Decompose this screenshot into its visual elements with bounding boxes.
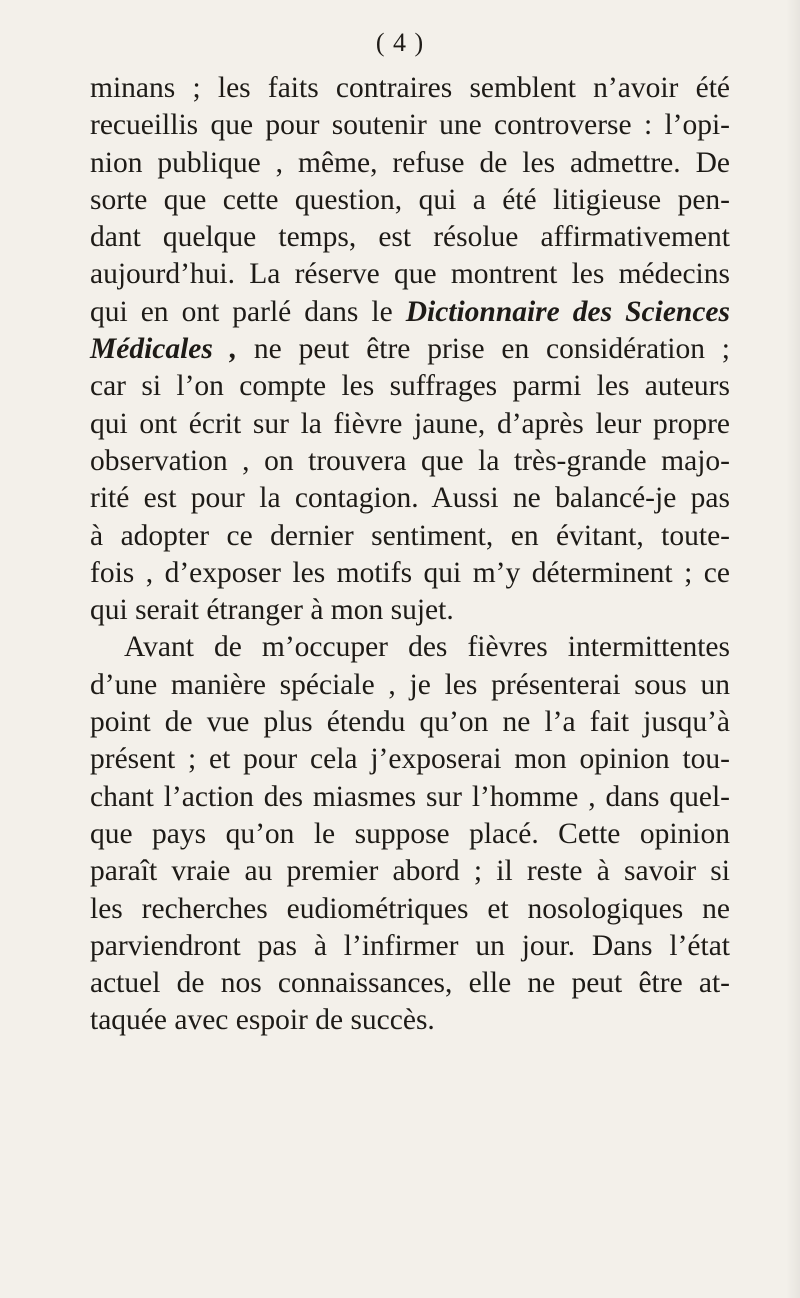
italic-title: Médicales , (90, 333, 238, 366)
text-line: à adopter ce dernier sentiment, en évitant, toute- (90, 519, 730, 552)
text-line: actuel de nos connaissances, elle ne peut être at- (90, 967, 730, 1000)
text-line: car si l’on compte les suffrages parmi les auteurs (90, 370, 730, 403)
text-line: que pays qu’on le suppose placé. Cette opinion (90, 817, 730, 850)
text-line: taquée avec espoir de succès. (90, 1004, 435, 1037)
text-segment: ne peut être prise en considération ; (237, 333, 730, 366)
text-line: dant quelque temps, est résolue affirmativement (90, 221, 730, 254)
text-line (90, 294, 730, 331)
text-line: recueillis que pour soutenir une controverse : l’opi- (90, 109, 730, 142)
text-line: d’une manière spéciale , je les présenterai sous un (90, 668, 730, 701)
text-line: observation , on trouvera que la très-grande majo- (90, 444, 730, 477)
text-line: aujourd’hui. La réserve que montrent les médecins (90, 258, 730, 291)
text-line: qui serait étranger à mon sujet. (90, 594, 454, 627)
page-number: ( 4 ) (375, 28, 425, 57)
text-line: sorte que cette question, qui a été litigieuse pen- (90, 183, 730, 216)
text-line: présent ; et pour cela j’exposerai mon opinion tou- (90, 743, 730, 776)
text-line: Avant de m’occuper des fièvres intermittentes (124, 631, 730, 664)
text-line (90, 331, 730, 368)
text-line: les recherches eudiométriques et nosologiques ne (90, 892, 730, 925)
text-line: qui ont écrit sur la fièvre jaune, d’après leur propre (90, 407, 730, 440)
text-line: parviendront pas à l’infirmer un jour. Dans l’état (90, 929, 730, 962)
text-line: point de vue plus étendu qu’on ne l’a fait jusqu’à (90, 706, 730, 739)
italic-title: Dictionnaire des Sciences (405, 295, 730, 328)
text-line: minans ; les faits contraires semblent n’avoir été (90, 72, 730, 104)
text-line: fois , d’exposer les motifs qui m’y déterminent ; ce (90, 556, 730, 589)
text-line: paraît vraie au premier abord ; il reste à savoir si (90, 855, 730, 888)
text-line: chant l’action des miasmes sur l’homme , dans quel- (90, 780, 730, 813)
body-text (90, 70, 730, 1040)
text-line: nion publique , même, refuse de les admettre. De (90, 146, 730, 179)
text-line: rité est pour la contagion. Aussi ne balancé-je pas (90, 482, 730, 515)
text-segment: qui en ont parlé dans le (90, 295, 406, 328)
